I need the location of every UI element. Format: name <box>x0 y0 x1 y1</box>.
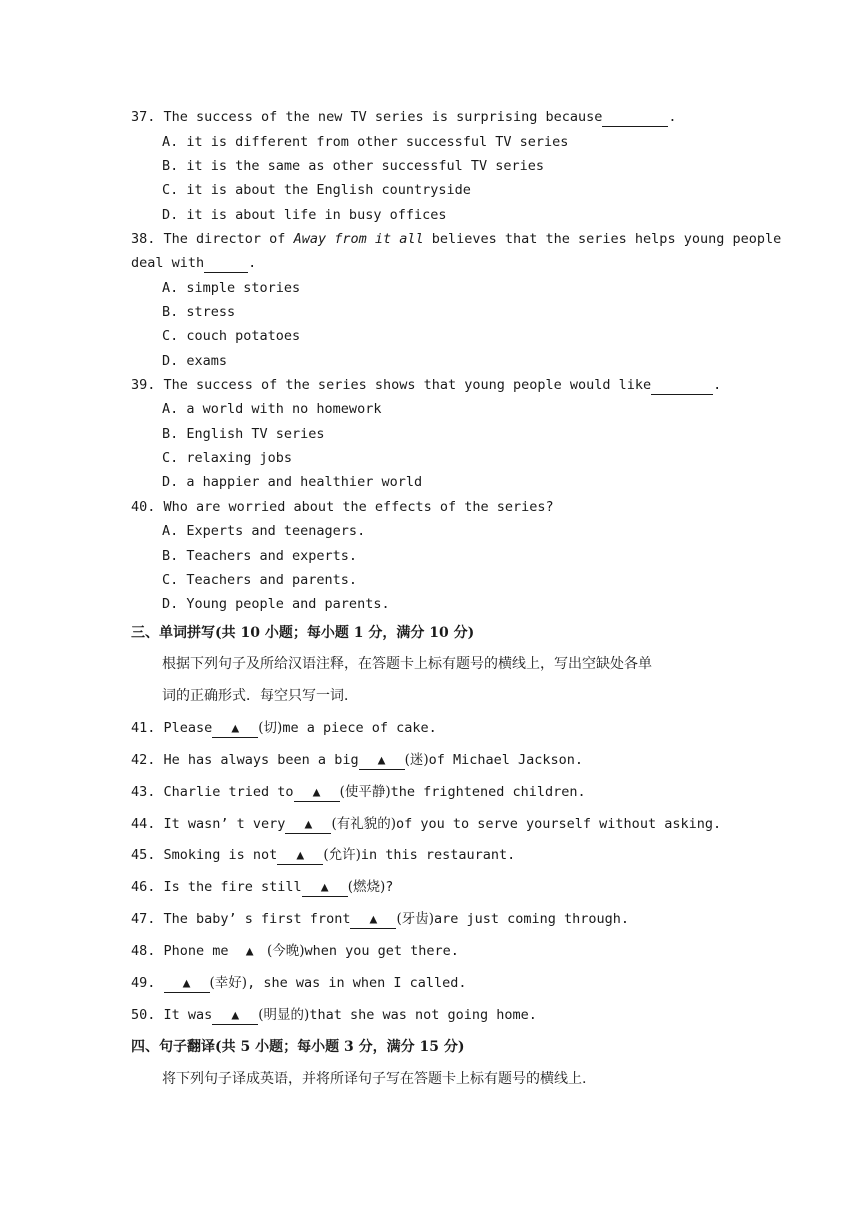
option-39-a: A. a world with no homework <box>162 401 382 417</box>
option-38-a: A. simple stories <box>162 280 301 296</box>
option-37-c: C. it is about the English countryside <box>162 182 471 198</box>
option-39-c: C. relaxing jobs <box>162 450 293 466</box>
answer-blank <box>302 879 348 897</box>
option-37-b: B. it is the same as other successful TV series <box>162 158 545 174</box>
section-3-heading: 三、单词拼写(共 10 小题；每小题 1 分，满分 10 分) <box>131 625 475 641</box>
answer-blank <box>359 752 405 770</box>
question-49: 49. ▲ (幸好), she was in when I called. <box>131 975 467 991</box>
answer-blank <box>602 108 668 127</box>
triangle-marker-icon: ▲ <box>296 848 305 863</box>
question-43: 43. Charlie tried to ▲ (使平静)the frightened children. <box>131 784 586 800</box>
answer-blank <box>350 911 396 929</box>
question-48: 48. Phone me ▲ (今晚)when you get there. <box>131 943 459 959</box>
triangle-marker-icon: ▲ <box>245 944 254 959</box>
option-38-b: B. stress <box>162 304 236 320</box>
option-38-c: C. couch potatoes <box>162 328 301 344</box>
option-37-a: A. it is different from other successful TV series <box>162 134 569 150</box>
option-39-d: D. a happier and healthier world <box>162 474 423 490</box>
option-37-d: D. it is about life in busy offices <box>162 207 447 223</box>
answer-blank <box>212 720 258 738</box>
section-3-instruction: 根据下列句子及所给汉语注释，在答题卡上标有题号的横线上，写出空缺处各单 <box>162 656 652 672</box>
option-40-d: D. Young people and parents. <box>162 596 390 612</box>
answer-blank <box>212 1007 258 1025</box>
option-40-a: A. Experts and teenagers. <box>162 523 366 539</box>
answer-blank <box>294 784 340 802</box>
section-3-instruction-line2: 词的正确形式．每空只写一词． <box>162 688 358 704</box>
triangle-marker-icon: ▲ <box>231 721 240 736</box>
question-45: 45. Smoking is not ▲ (允许)in this restaurant. <box>131 847 516 863</box>
answer-blank <box>204 254 248 273</box>
series-title: Away from it all <box>293 231 424 247</box>
question-42: 42. He has always been a big ▲ (迷)of Michael Jackson. <box>131 752 584 768</box>
answer-blank <box>237 942 263 961</box>
question-40-stem: 40. Who are worried about the effects of the series? <box>131 499 554 515</box>
question-37-stem: 37. The success of the new TV series is surprising because . <box>131 109 677 125</box>
triangle-marker-icon: ▲ <box>369 912 378 927</box>
option-38-d: D. exams <box>162 353 228 369</box>
answer-blank <box>164 975 210 993</box>
triangle-marker-icon: ▲ <box>312 785 321 800</box>
question-47: 47. The baby’ s first front ▲ (牙齿)are just coming through. <box>131 911 630 927</box>
answer-blank <box>277 847 323 865</box>
question-50: 50. It was ▲ (明显的)that she was not going home. <box>131 1007 537 1023</box>
question-38-stem-line2: deal with . <box>131 255 257 271</box>
triangle-marker-icon: ▲ <box>231 1008 240 1023</box>
section-4-heading: 四、句子翻译(共 5 小题；每小题 3 分，满分 15 分) <box>131 1039 465 1055</box>
section-4-instruction: 将下列句子译成英语，并将所译句子写在答题卡上标有题号的横线上. <box>162 1071 587 1087</box>
question-46: 46. Is the fire still ▲ (燃烧)? <box>131 879 394 895</box>
answer-blank <box>285 816 331 834</box>
option-40-b: B. Teachers and experts. <box>162 548 358 564</box>
option-39-b: B. English TV series <box>162 426 325 442</box>
option-40-c: C. Teachers and parents. <box>162 572 358 588</box>
question-44: 44. It wasn’ t very ▲ (有礼貌的)of you to serve yourself without asking. <box>131 816 722 832</box>
triangle-marker-icon: ▲ <box>320 880 329 895</box>
answer-blank <box>651 376 713 395</box>
question-38-stem: 38. The director of Away from it all believes that the series helps young people <box>131 231 782 247</box>
triangle-marker-icon: ▲ <box>304 817 313 832</box>
question-39-stem: 39. The success of the series shows that young people would like . <box>131 377 722 393</box>
triangle-marker-icon: ▲ <box>182 976 191 991</box>
question-41: 41. Please ▲ (切)me a piece of cake. <box>131 720 437 736</box>
triangle-marker-icon: ▲ <box>377 753 386 768</box>
